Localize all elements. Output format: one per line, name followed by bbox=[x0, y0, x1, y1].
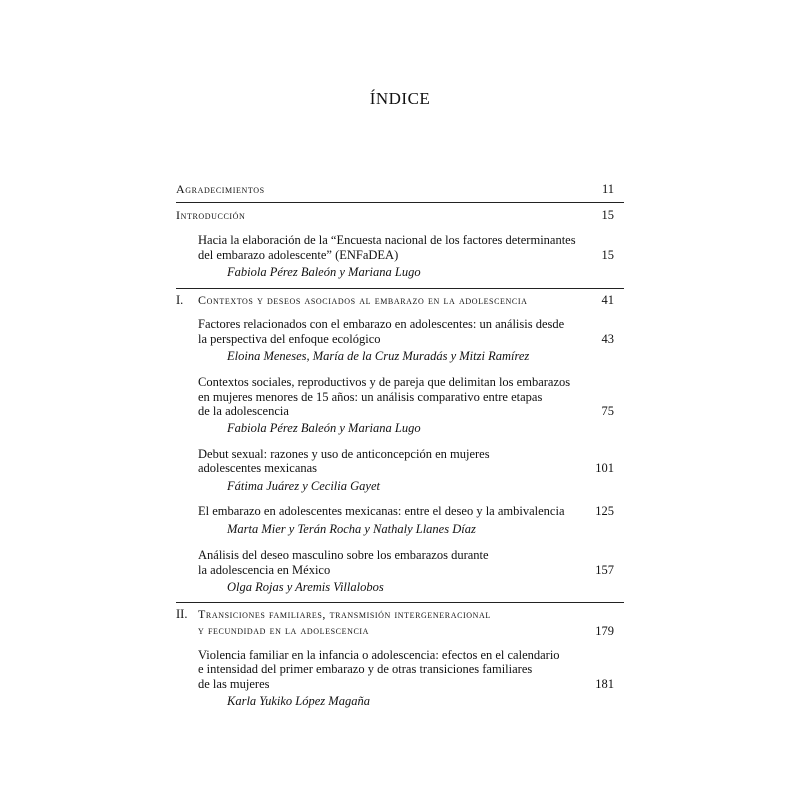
article-title-line: de las mujeres bbox=[198, 677, 270, 691]
page-title: ÍNDICE bbox=[369, 89, 431, 108]
article-title-line: Violencia familiar en la infancia o adolescencia: efectos en el calendario bbox=[198, 648, 560, 662]
article-title-line: Contextos sociales, reproductivos y de pareja que delimitan los embarazos bbox=[198, 375, 571, 389]
divider bbox=[176, 602, 624, 603]
article-title-line: la adolescencia en México bbox=[198, 563, 331, 577]
article-title-line: Análisis del deseo masculino sobre los embarazos durante bbox=[198, 548, 489, 562]
article-author: Fátima Juárez y Cecilia Gayet bbox=[227, 479, 380, 493]
toc-entry-label: Agradecimientos bbox=[176, 182, 265, 196]
toc-page-number: 157 bbox=[595, 563, 614, 577]
toc-page-number: 101 bbox=[595, 461, 614, 475]
toc-page-number: 125 bbox=[595, 504, 614, 518]
toc-page-number: 75 bbox=[601, 404, 614, 418]
toc-page-number: 15 bbox=[601, 208, 614, 222]
toc-page-number: 15 bbox=[601, 248, 614, 262]
divider bbox=[176, 202, 624, 203]
part-title-line: y fecundidad en la adolescencia bbox=[198, 623, 370, 637]
part-number: I. bbox=[176, 293, 184, 307]
article-title-line: en mujeres menores de 15 años: un análisis comparativo entre etapas bbox=[198, 390, 543, 404]
article-title-line: de la adolescencia bbox=[198, 404, 289, 418]
part-title-line: Transiciones familiares, transmisión intergeneracional bbox=[198, 607, 491, 621]
article-title-line: El embarazo en adolescentes mexicanas: entre el deseo y la ambivalencia bbox=[198, 504, 565, 518]
toc-page-number: 43 bbox=[601, 332, 614, 346]
article-title-line: la perspectiva del enfoque ecológico bbox=[198, 332, 381, 346]
article-author: Marta Mier y Terán Rocha y Nathaly Llanes Díaz bbox=[227, 522, 476, 536]
divider bbox=[176, 288, 624, 289]
article-title-line: e intensidad del primer embarazo y de otras transiciones familiares bbox=[198, 662, 533, 676]
toc-page-number: 181 bbox=[595, 677, 614, 691]
article-author: Olga Rojas y Aremis Villalobos bbox=[227, 580, 384, 594]
article-author: Fabiola Pérez Baleón y Mariana Lugo bbox=[227, 421, 421, 435]
article-author: Eloina Meneses, María de la Cruz Muradás y Mitzi Ramírez bbox=[227, 349, 530, 363]
article-author: Fabiola Pérez Baleón y Mariana Lugo bbox=[227, 265, 421, 279]
part-number: II. bbox=[176, 607, 188, 621]
article-title-line: adolescentes mexicanas bbox=[198, 461, 318, 475]
article-title-line: del embarazo adolescente” (ENFaDEA) bbox=[198, 248, 399, 262]
part-title: Contextos y deseos asociados al embarazo en la adolescencia bbox=[198, 293, 528, 307]
article-author: Karla Yukiko López Magaña bbox=[227, 694, 370, 708]
toc-entry-label: Introducción bbox=[176, 208, 246, 222]
article-title-line: Debut sexual: razones y uso de anticoncepción en mujeres bbox=[198, 447, 490, 461]
toc-page-number: 179 bbox=[595, 624, 614, 638]
article-title-line: Factores relacionados con el embarazo en adolescentes: un análisis desde bbox=[198, 317, 565, 331]
toc-page-number: 11 bbox=[601, 182, 614, 196]
article-title-line: Hacia la elaboración de la “Encuesta nacional de los factores determinantes bbox=[198, 233, 576, 247]
toc-page-number: 41 bbox=[601, 293, 614, 307]
